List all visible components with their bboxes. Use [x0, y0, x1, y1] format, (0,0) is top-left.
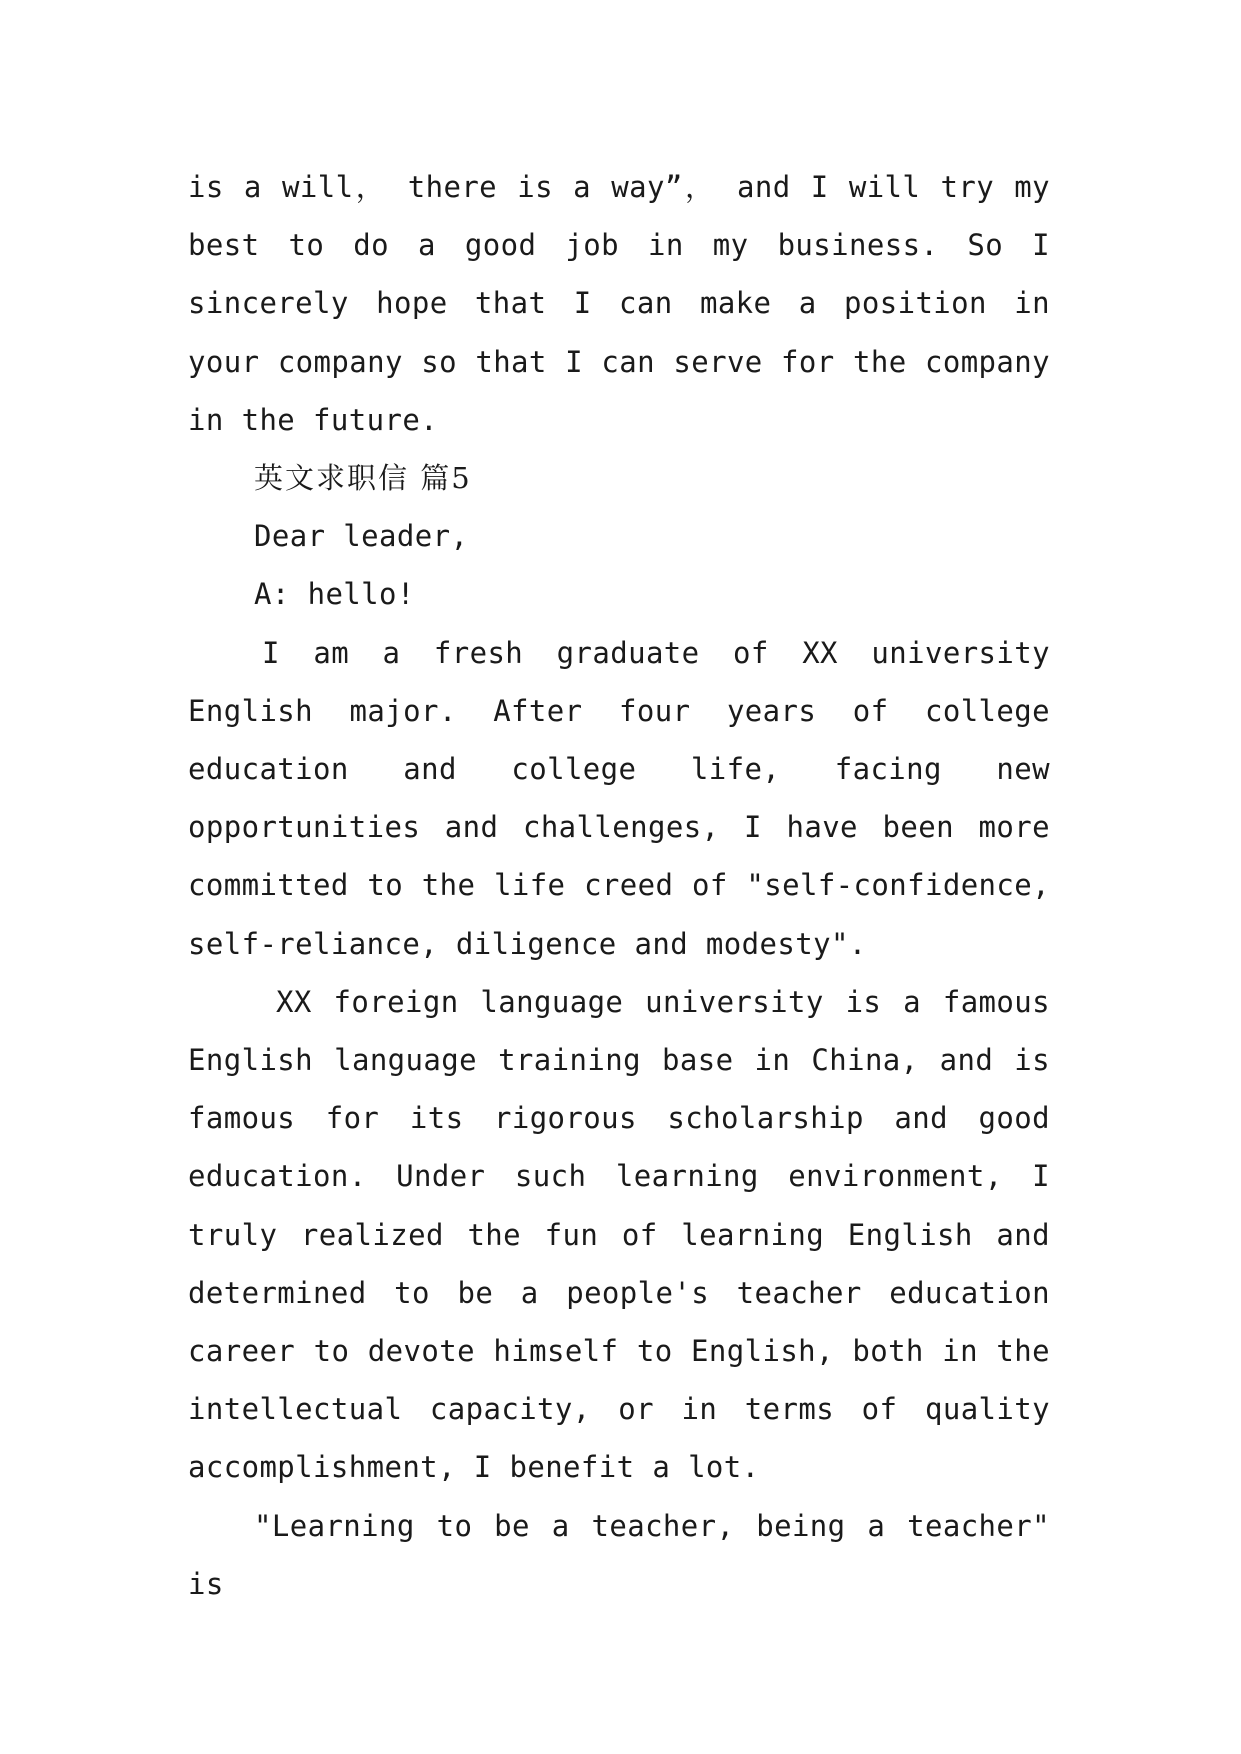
salutation: Dear leader,	[254, 519, 469, 554]
document-page	[188, 158, 1050, 1613]
paragraph-teacher: "Learning to be a teacher, being a teacher" is	[188, 1508, 1050, 1601]
paragraph-intro: I am a fresh graduate of XX university English major. After four years of college education and college life, facing new opportunities and challenges, I have been more committed to the life creed of "self-confidence, self-reliance, diligence and modesty".	[188, 635, 1050, 961]
paragraph-university: XX foreign language university is a famous English language training base in China, and is famous for its rigorous scholarship and good education. Under such learning environment, I truly realized the fun of learning English and determined to be a people's teacher education career to devote himself to English, both in the intellectual capacity, or in terms of quality accomplishment, I benefit a lot.	[188, 984, 1050, 1485]
section-heading: 英文求职信 篇5	[254, 461, 472, 496]
greeting: A: hello!	[254, 577, 415, 612]
paragraph-continued: is a will， there is a way”， and I will try my best to do a good job in my business. So I sincerely hope that I can make a position in your company so that I can serve for the company in the future.	[188, 170, 1050, 437]
